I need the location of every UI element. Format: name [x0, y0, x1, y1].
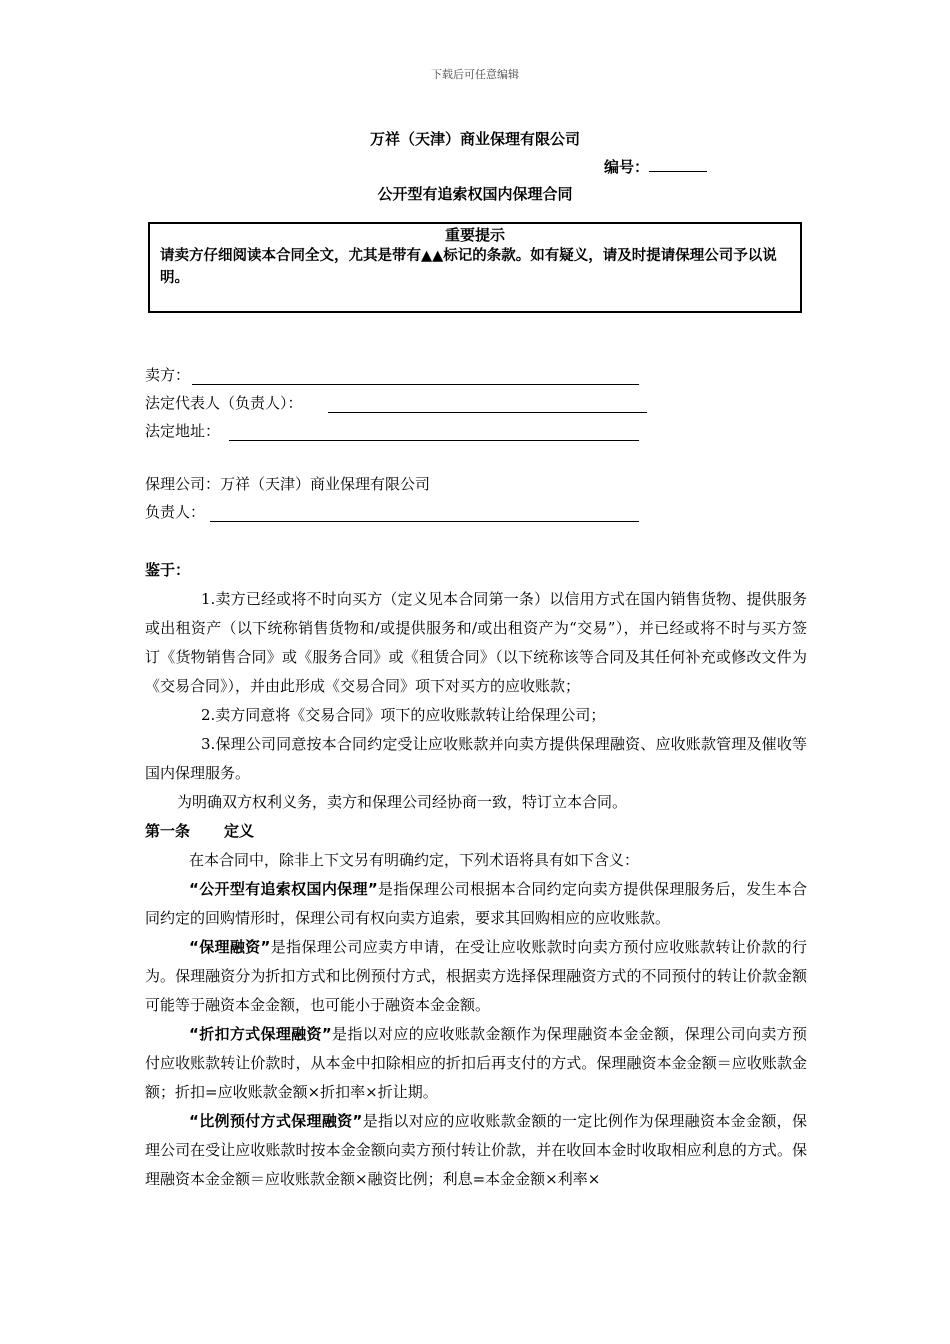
person-in-charge-blank-line: [210, 521, 639, 522]
definition-3: [145, 1020, 807, 1107]
contract-number-blank: [649, 157, 707, 172]
definition-4: [145, 1107, 807, 1194]
definition-1: [145, 875, 807, 933]
definition-2: [145, 933, 807, 1020]
article-1-heading: [145, 817, 807, 846]
company-title: 万祥（天津）商业保理有限公司: [369, 130, 580, 148]
recital-item-1: 1.卖方已经或将不时向买方（定义见本合同第一条）以信用方式在国内销售货物、提供服务或出租资产（以下统称销售货物和/或提供服务和/或出租资产为“交易”），并已经或将不时与买方签订《货物销售合同》或《服务合同》或《租赁合同》（以下统称该等合同及其任何补充或修改文件为《交易合同》），并由此形成《交易合同》项下对买方的应收账款；: [145, 590, 807, 695]
legal-rep-blank-line: [328, 412, 647, 413]
contract-number: [604, 156, 707, 177]
seller-field: [145, 365, 639, 385]
definition-4-text: 是指以对应的应收账款金额的一定比例作为保理融资本金金额，保理公司在受让应收账款时按本金金额向卖方预付转让价款，并在收回本金时收取相应利息的方式。保理融资本金金额＝应收账款金额×融资比例；利息=本金金额×利率×: [145, 1112, 807, 1188]
recitals-heading: 鉴于：: [145, 561, 191, 579]
legal-rep-label: 法定代表人（负责人）：: [145, 394, 303, 412]
definition-1-text: 是指保理公司根据本合同约定向卖方提供保理服务后，发生本合同约定的回购情形时，保理公司有权向卖方追索，要求其回购相应的应收账款。: [145, 880, 807, 927]
definition-4-term: “比例预付方式保理融资”: [189, 1112, 363, 1130]
recital-item-3: 3.保理公司同意按本合同约定受让应收账款并向卖方提供保理融资、应收账款管理及催收等国内保理服务。: [145, 735, 807, 782]
important-notice-box: [148, 222, 802, 313]
definition-3-term: “折扣方式保理融资”: [189, 1025, 332, 1043]
contract-number-label: 编号：: [604, 158, 650, 176]
person-in-charge-label: 负责人：: [145, 503, 206, 521]
factor-label: 保理公司：万祥（天津）商业保理有限公司: [145, 475, 431, 493]
article-1-title: 定义: [224, 822, 255, 840]
person-in-charge-field: [145, 502, 639, 522]
contract-title: 公开型有追索权国内保理合同: [377, 185, 573, 203]
legal-rep-field: [145, 393, 647, 413]
factor-field: [145, 474, 639, 494]
recital-item-2: 2.卖方同意将《交易合同》项下的应收账款转让给保理公司；: [201, 706, 606, 724]
definition-2-text: 是指保理公司应卖方申请，在受让应收账款时向卖方预付应收账款转让价款的行为。保理融资分为折扣方式和比例预付方式，根据卖方选择保理融资方式的不同预付的转让价款金额可能等于融资本金金额，也可能小于融资本金金额。: [145, 938, 808, 1014]
definition-3-text: 是指以对应的应收账款金额作为保理融资本金金额，保理公司向卖方预付应收账款转让价款时，从本金中扣除相应的折扣后再支付的方式。保理融资本金金额＝应收账款金额；折扣=应收账款金额×折扣率×折让期。: [145, 1025, 807, 1101]
article-1-intro: 在本合同中，除非上下文另有明确约定，下列术语将具有如下含义：: [189, 851, 640, 869]
legal-address-blank-line: [229, 440, 639, 441]
article-1-number: 第一条: [145, 822, 191, 840]
recitals-conclusion: 为明确双方权利义务，卖方和保理公司经协商一致，特订立本合同。: [177, 793, 628, 811]
header-note: 下载后可任意编辑: [431, 68, 519, 81]
seller-label: 卖方：: [145, 366, 191, 384]
notice-text: 请卖方仔细阅读本合同全文，尤其是带有▲▲标记的条款。如有疑义，请及时提请保理公司予以说明。: [160, 248, 777, 286]
definition-1-term: “公开型有追索权国内保理”: [189, 880, 378, 898]
legal-address-label: 法定地址：: [145, 422, 221, 440]
legal-address-field: [145, 421, 639, 441]
notice-title: 重要提示: [444, 226, 505, 244]
definition-2-term: “保理融资”: [189, 938, 271, 956]
contract-body: [145, 556, 807, 1194]
seller-blank-line: [192, 384, 639, 385]
